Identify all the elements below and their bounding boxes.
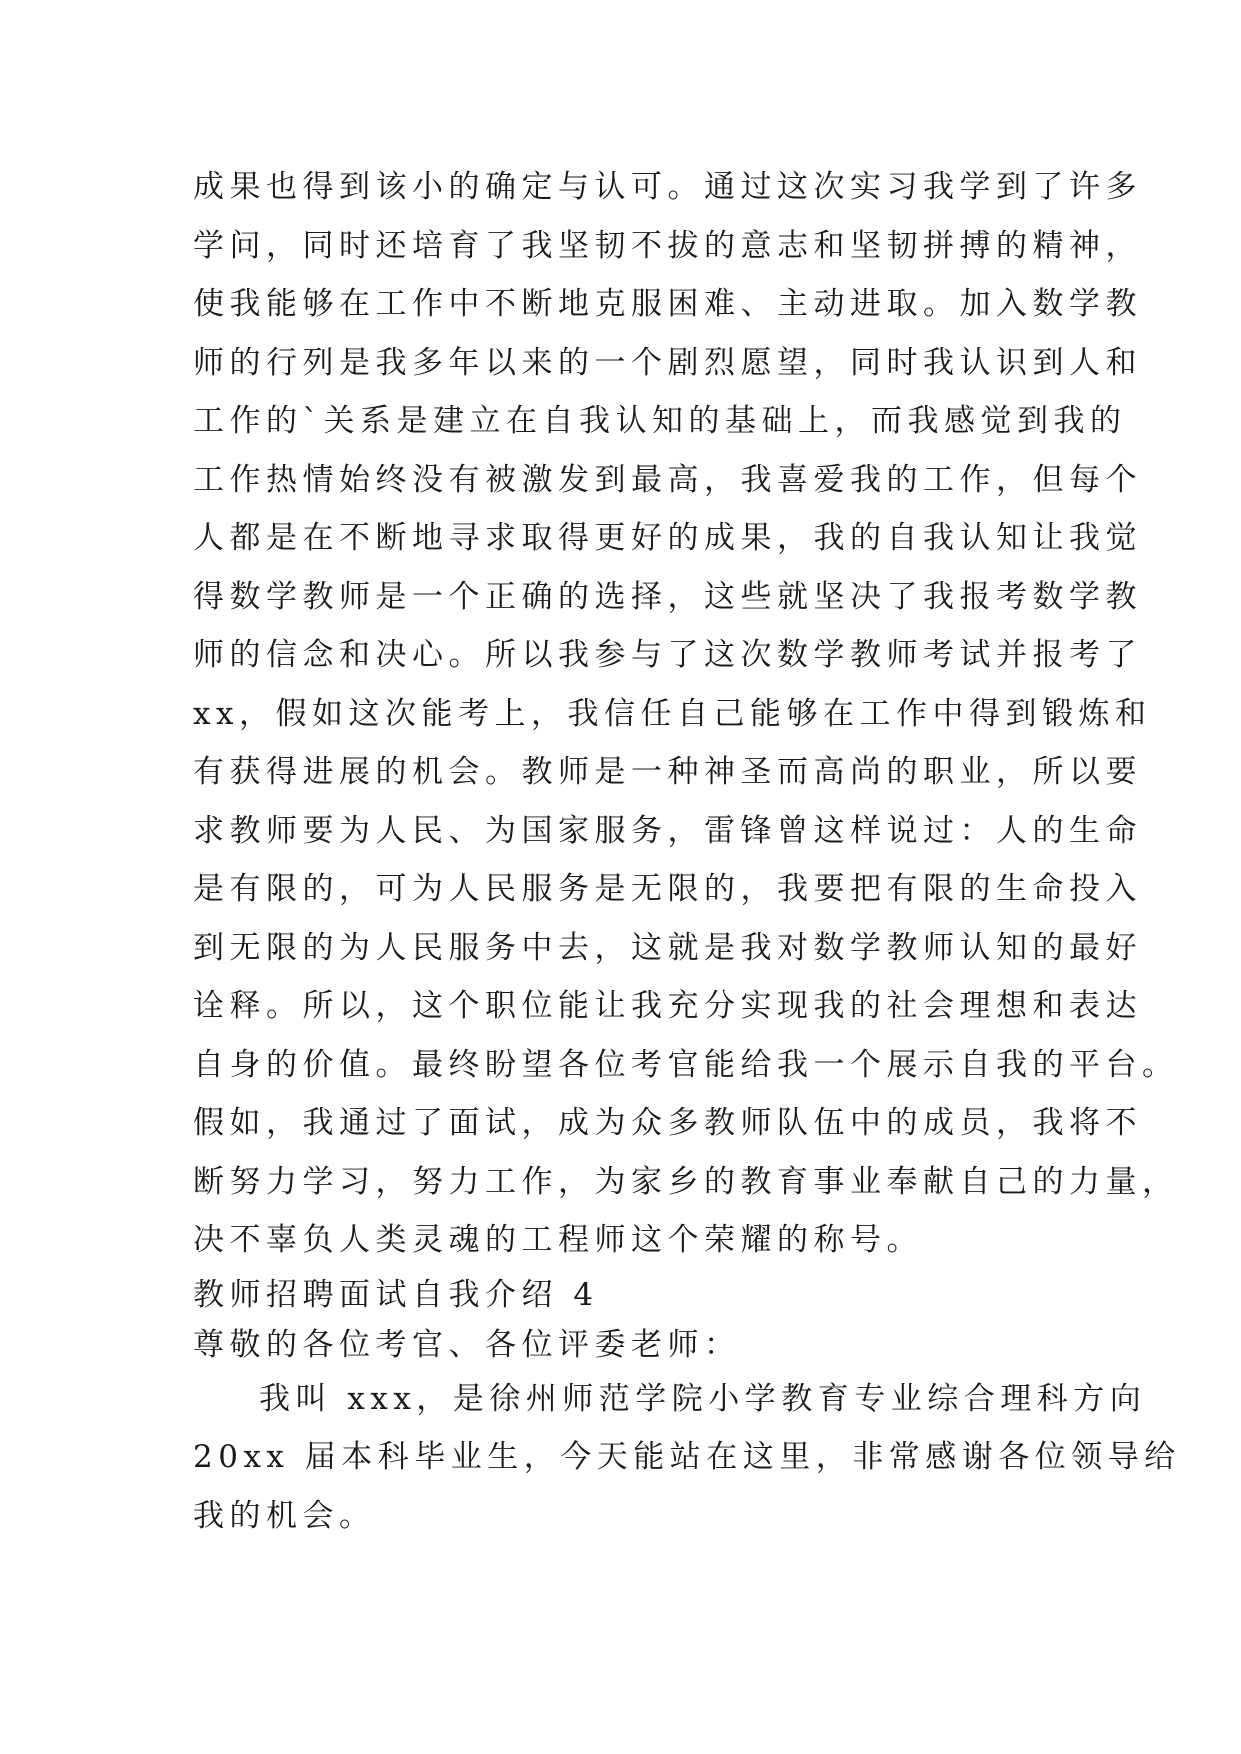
- intro-line: 我的机会。: [193, 1497, 376, 1534]
- intro-line: 我叫 xxx，是徐州师范学院小学教育专业综合理科方向: [259, 1380, 1147, 1417]
- section-heading: 教师招聘面试自我介绍 4: [193, 1276, 599, 1313]
- body-line: 是有限的，可为人民服务是无限的，我要把有限的生命投入: [193, 871, 1142, 907]
- body-line: 使我能够在工作中不断地克服困难、主动进取。加入数学教: [193, 286, 1142, 322]
- body-line: 得数学教师是一个正确的选择，这些就坚决了我报考数学教: [193, 578, 1142, 615]
- body-line: 决不辜负人类灵魂的工程师这个荣耀的称号。: [193, 1222, 923, 1258]
- body-line: 师的信念和决心。所以我参与了这次数学教师考试并报考了: [193, 637, 1142, 673]
- intro-line: 20xx 届本科毕业生，今天能站在这里，非常感谢各位领导给: [193, 1439, 1181, 1475]
- body-line: 求教师要为人民、为国家服务，雷锋曾这样说过：人的生命: [193, 812, 1142, 849]
- body-line: 有获得进展的机会。教师是一种神圣而高尚的职业，所以要: [193, 754, 1142, 790]
- body-line: 断努力学习，努力工作，为家乡的教育事业奉献自己的力量，: [193, 1163, 1179, 1200]
- body-line: 工作的`关系是建立在自我认知的基础上，而我感觉到我的: [193, 403, 1127, 439]
- body-line: 学问，同时还培育了我坚韧不拔的意志和坚韧拼搏的精神，: [193, 227, 1142, 264]
- salutation: 尊敬的各位考官、各位评委老师：: [193, 1326, 741, 1363]
- body-line: 人都是在不断地寻求取得更好的成果，我的自我认知让我觉: [193, 520, 1142, 556]
- body-line: 假如，我通过了面试，成为众多教师队伍中的成员，我将不: [193, 1105, 1142, 1141]
- body-line: 诠释。所以，这个职位能让我充分实现我的社会理想和表达: [193, 988, 1142, 1024]
- body-line: 师的行列是我多年以来的一个剧烈愿望，同时我认识到人和: [193, 344, 1142, 381]
- document-body: [193, 158, 1181, 1545]
- body-line: 工作热情始终没有被激发到最高，我喜爱我的工作，但每个: [193, 461, 1142, 498]
- body-line: xx，假如这次能考上，我信任自己能够在工作中得到锻炼和: [193, 695, 1152, 732]
- body-line: 成果也得到该小的确定与认可。通过这次实习我学到了许多: [193, 169, 1142, 205]
- body-line: 自身的价值。最终盼望各位考官能给我一个展示自我的平台。: [193, 1046, 1179, 1083]
- body-line: 到无限的为人民服务中去，这就是我对数学教师认知的最好: [193, 929, 1142, 966]
